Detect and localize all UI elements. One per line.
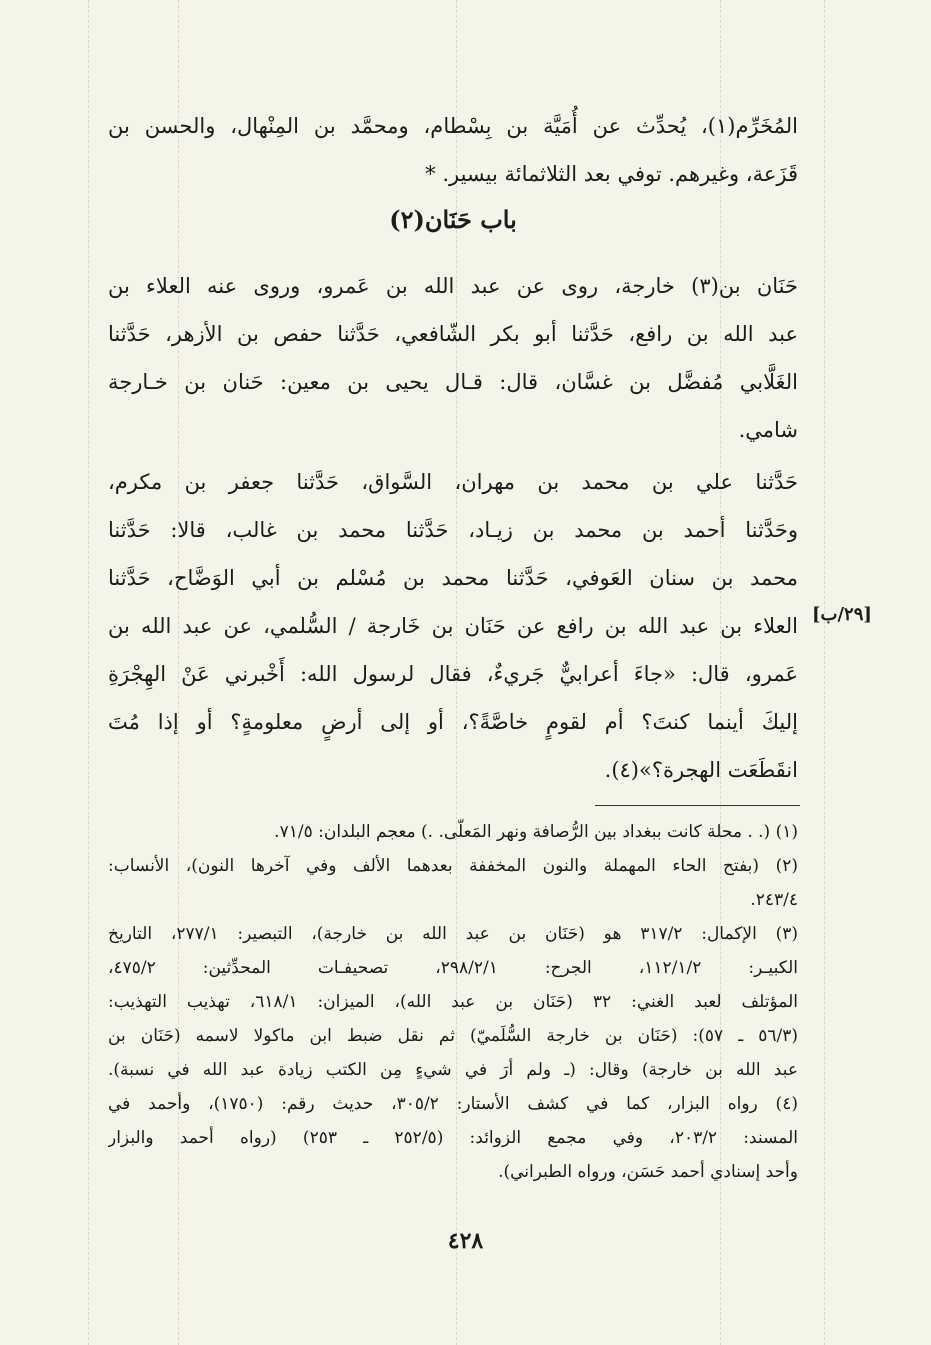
footnote-line: عبد الله بن خارجة) وقال: (ـ ولم أرَ في شيءٍ مِن الكتب زيادة عبد الله في نسبة). xyxy=(108,1060,798,1080)
footnotes xyxy=(108,815,798,1189)
footnote-line: المؤتلف لعبد الغني: ٣٢ (حَنَان بن عبد الله)، الميزان: ٦١٨/١، تهذيب التهذيب: xyxy=(108,992,798,1012)
footnote-line: (٢) (بفتح الحاء المهملة والنون المخففة بعدهما الألف وفي آخرها النون)، الأنساب: xyxy=(108,856,798,876)
paragraph-line: العلاء بن عبد الله بن رافع عن حَنَان بن خَارجة / السُّلمي، عن عبد الله بن xyxy=(108,614,798,638)
footnote-line: (٣) الإكمال: ٣١٧/٢ هو (حَنَان بن عبد الله بن خارجة)، التبصير: ٢٧٧/١، التاريخ xyxy=(108,924,798,944)
paragraph-line: وحَدَّثنا أحمد بن محمد بن زيـاد، حَدَّثنا محمد بن غالب، قالا: حَدَّثنا xyxy=(108,518,798,542)
paragraph-line: حَنَان بن(٣) خارجة، روى عن عبد الله بن عَمرو، وروى عنه العلاء بن xyxy=(108,274,798,298)
section-heading: باب حَنَان(٢) xyxy=(389,205,517,234)
footnote-line: الكبيـر: ١١٢/١/٢، الجرح: ٢٩٨/٢/١، تصحيفـات المحدِّثين: ٤٧٥/٢، xyxy=(108,958,798,978)
footnote-line: (١) (. . محلة كانت ببغداد بين الرُّصافة ونهر المَعلّى. .) معجم البلدان: ٧١/٥. xyxy=(274,822,798,842)
paragraph-line: شامي. xyxy=(738,418,798,442)
paragraph-line: انقَطَعَت الهجرة؟»(٤). xyxy=(604,758,798,782)
footnote-separator xyxy=(595,805,800,806)
manuscript-folio-marker: [٢٩/ب] xyxy=(812,604,872,625)
paragraph-2 xyxy=(108,458,798,794)
footnote-line: المسند: ٢٠٣/٢، وفي مجمع الزوائد: (٢٥٢/٥ ـ ٢٥٣) (رواه أحمد والبزار xyxy=(108,1128,798,1148)
column-guide-right xyxy=(824,0,825,1345)
column-guide-left xyxy=(88,0,89,1345)
footnote-line: (٥٦/٣ ـ ٥٧): (حَنَان بن خارجة السُّلَميّ) ثم نقل ضبط ابن ماكولا لاسمه (حَنَان بن xyxy=(108,1026,798,1046)
paragraph-1 xyxy=(108,262,798,454)
footnote-line: وأحد إسنادي أحمد حَسَن، ورواه الطبراني). xyxy=(498,1162,798,1182)
intro-line: المُخَرِّم(١)، يُحدِّث عن أُمَيَّة بن بِسْطام، ومحمَّد بن المِنْهال، والحسن بن xyxy=(108,114,798,138)
paragraph-line: محمد بن سنان العَوفي، حَدَّثنا محمد بن مُسْلم بن أبي الوَضَّاح، حَدَّثنا xyxy=(108,566,798,590)
paragraph-line: إليكَ أينما كنتَ؟ أم لقومٍ خاصَّةً؟، أو إلى أرضٍ معلومةٍ؟ أو إذا مُتَ xyxy=(108,710,798,734)
paragraph-line: عَمرو، قال: «جاءَ أعرابيٌّ جَريءٌ، فقال لرسول الله: أَخْبرني عَنْ الهِجْرَةِ xyxy=(108,662,798,686)
paragraph-line: الغَلَّابي مُفضَّل بن غسَّان، قال: قـال يحيى بن معين: حَنان بن خـارجة xyxy=(108,370,798,394)
footnote-line: (٤) رواه البزار، كما في كشف الأستار: ٣٠٥/٢، حديث رقم: (١٧٥٠)، وأحمد في xyxy=(108,1094,798,1114)
intro-paragraph xyxy=(108,102,798,198)
paragraph-line: عبد الله بن رافع، حَدَّثنا أبو بكر الشّافعي، حَدَّثنا حفص بن الأزهر، حَدَّثنا xyxy=(108,322,798,346)
footnote-line: ٢٤٣/٤. xyxy=(750,890,798,910)
intro-line: قَزَعة، وغيرهم. توفي بعد الثلاثمائة بيسير. * xyxy=(425,162,798,186)
paragraph-line: حَدَّثنا علي بن محمد بن مهران، السَّواق، حَدَّثنا جعفر بن مكرم، xyxy=(108,470,798,494)
page-number: ٤٢٨ xyxy=(447,1228,484,1254)
